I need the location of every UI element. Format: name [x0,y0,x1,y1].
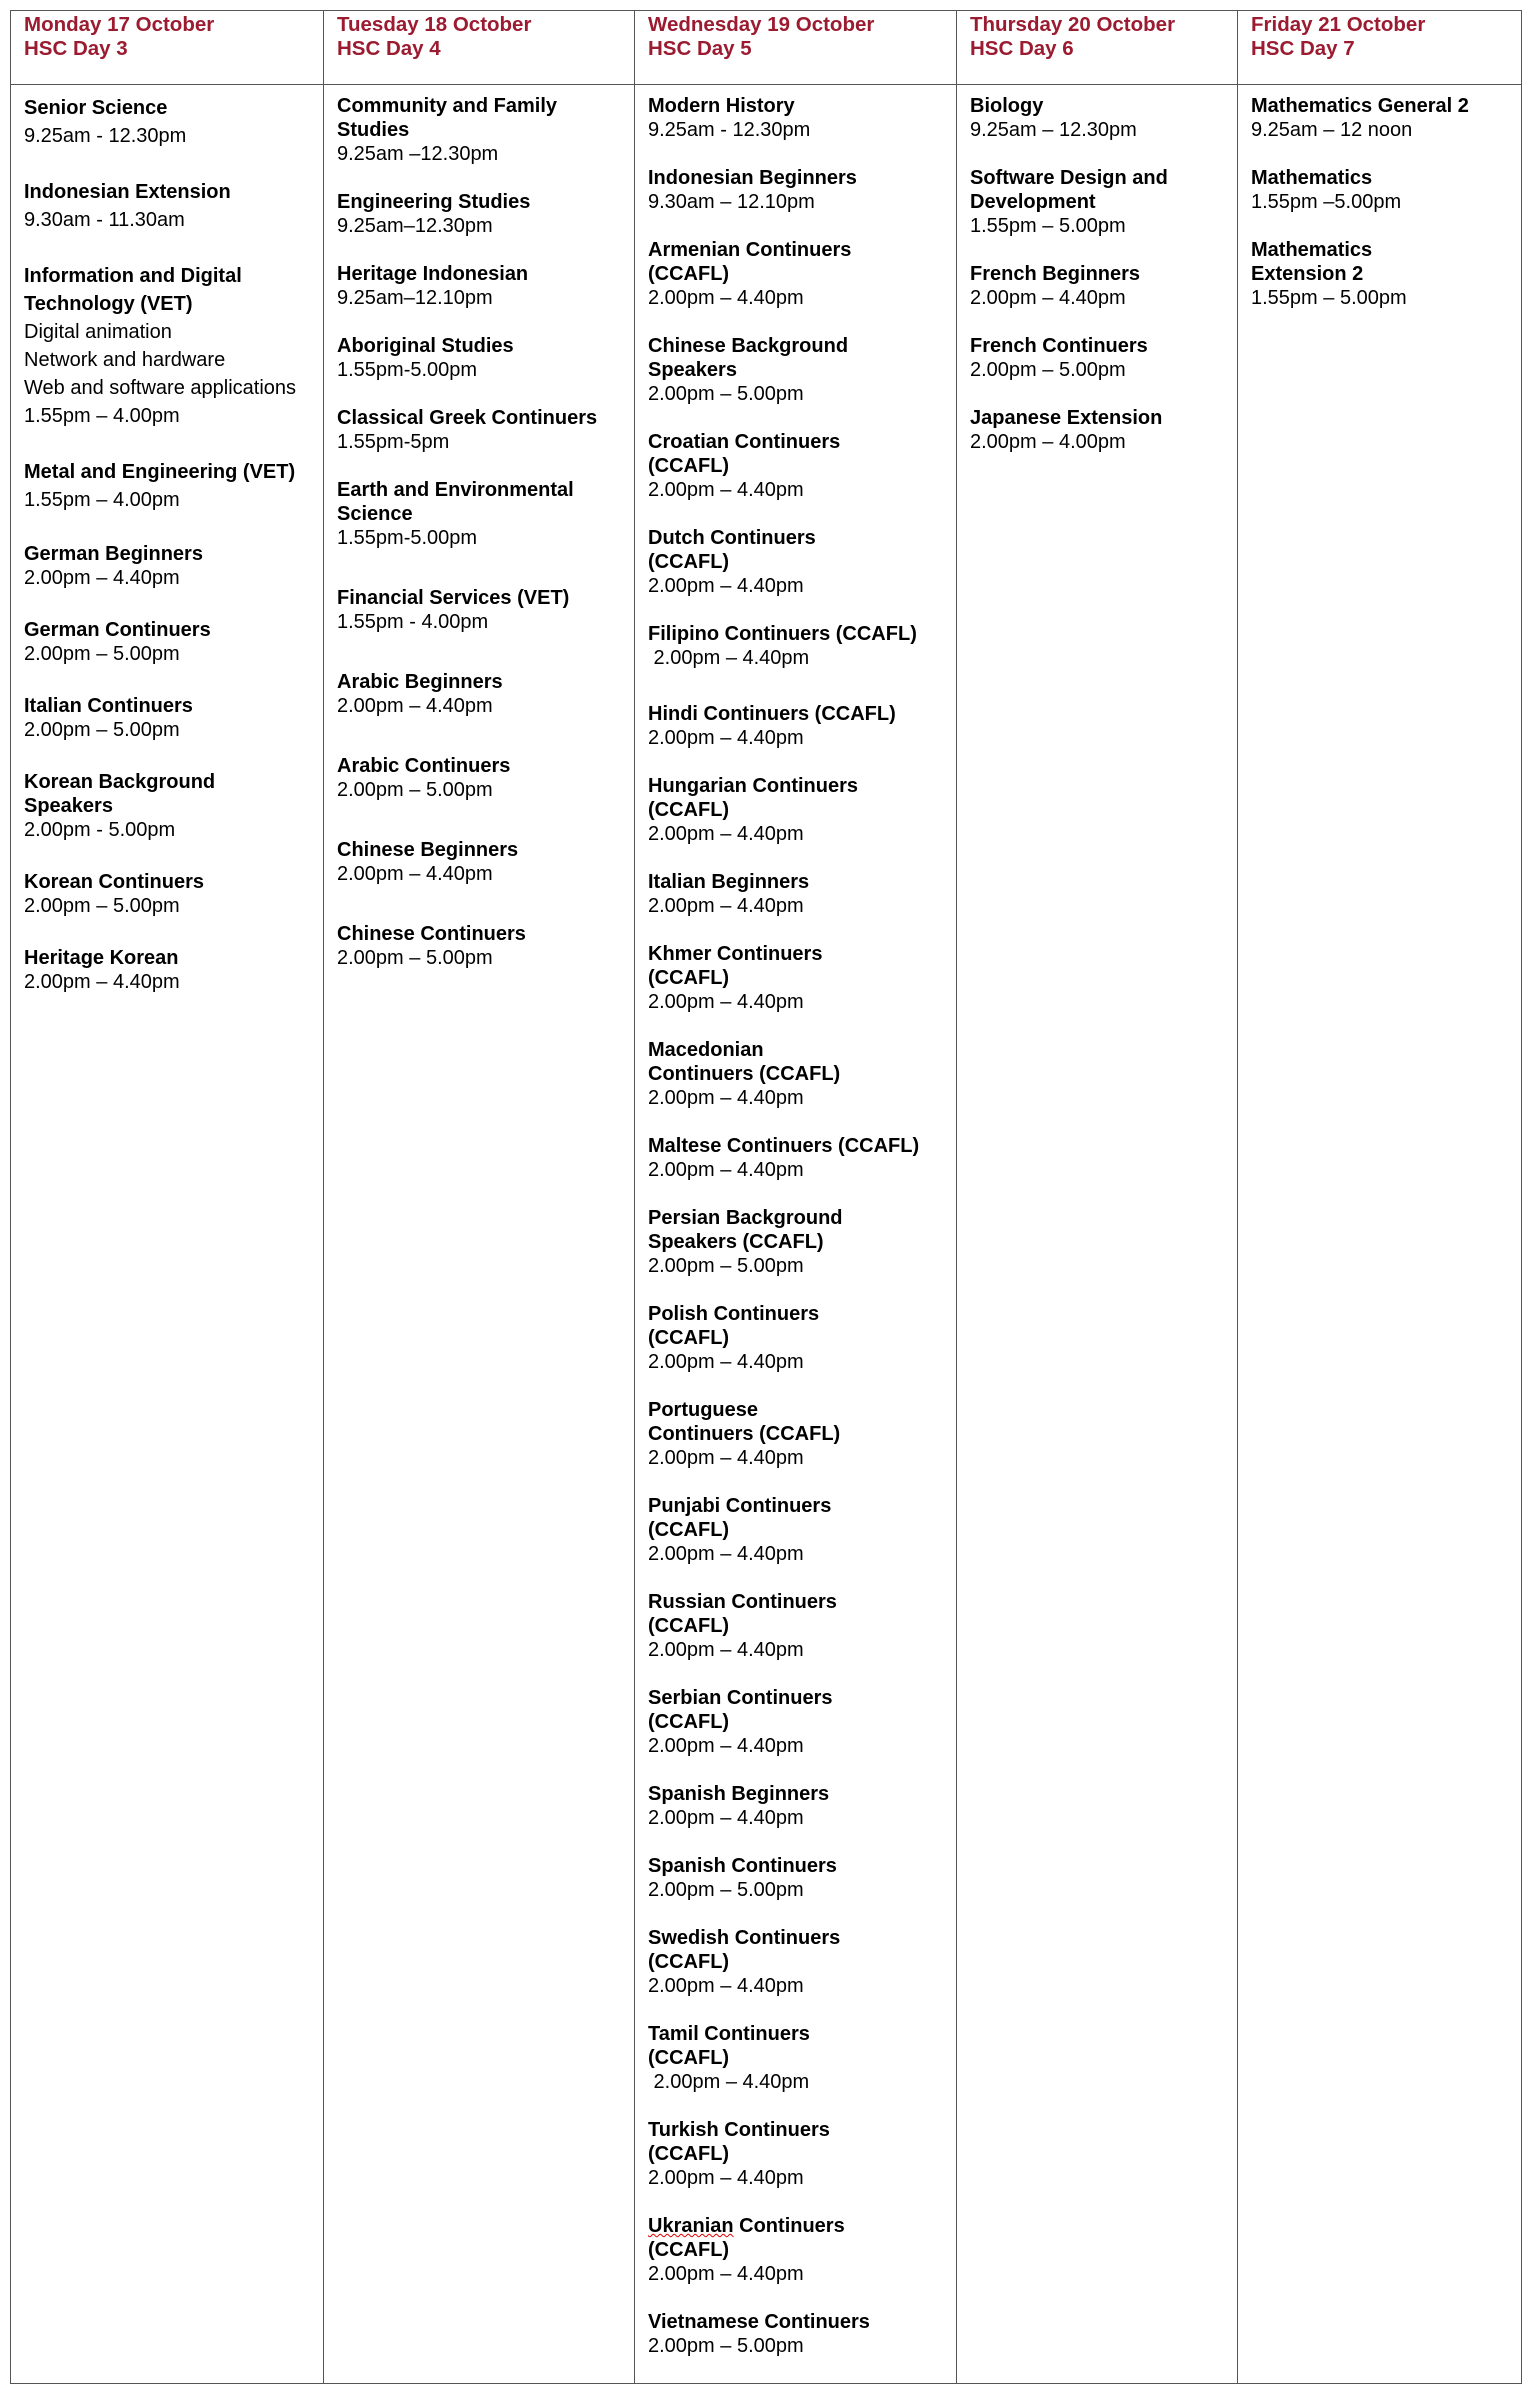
subject-name: Filipino Continuers (CCAFL) [648,623,917,645]
exam-time: 2.00pm – 5.00pm [24,719,180,741]
exam-time: 2.00pm – 4.40pm [648,647,810,669]
exam-entry [648,334,950,406]
exam-time: 2.00pm – 4.40pm [648,287,804,309]
subject-name: Hindi Continuers (CCAFL) [648,703,896,725]
exam-time: 9.25am–12.30pm [337,215,493,237]
subject-name: Indonesian Extension [24,181,231,203]
subject-name: Korean Background Speakers [24,771,216,817]
exam-entry [648,2022,950,2094]
subject-name: Chinese Beginners [337,839,519,861]
exam-time: 2.00pm – 4.40pm [648,1351,804,1373]
exam-entry [337,922,628,970]
subject-name: Portuguese Continuers (CCAFL) [648,1399,841,1445]
subject-name: Ukranian Continuers (CCAFL) [648,2215,845,2261]
column-day: HSC Day 7 [1251,37,1355,60]
column-monday [11,11,323,2383]
subject-name: Chinese Continuers [337,923,526,945]
exam-entry [24,870,317,918]
exam-time: 2.00pm – 4.40pm [648,727,804,749]
subject-name: Software Design and Development [970,167,1168,213]
exam-entry [24,618,317,666]
exam-time: 2.00pm – 4.40pm [24,567,180,589]
exam-time: 2.00pm – 5.00pm [970,359,1126,381]
subject-name: Financial Services (VET) [337,587,570,609]
exam-entry [337,586,628,634]
subject-name: Swedish Continuers (CCAFL) [648,1927,841,1973]
exam-time: 1.55pm-5.00pm [337,359,478,381]
exam-entry [648,1494,950,1566]
exam-entry [648,166,950,214]
subject-name: Heritage Indonesian [337,263,529,285]
exam-entry [648,1038,950,1110]
exam-time: 2.00pm – 4.40pm [648,991,804,1013]
exam-time: 1.55pm – 5.00pm [1251,287,1407,309]
subject-name: Turkish Continuers (CCAFL) [648,2119,830,2165]
exam-entry [648,2214,950,2286]
exam-entry [648,1590,950,1662]
subject-name: Mathematics [1251,167,1373,189]
subject-name: Dutch Continuers (CCAFL) [648,527,816,573]
exam-time: 2.00pm – 5.00pm [648,1255,804,1277]
exam-time: 1.55pm - 4.00pm [337,611,489,633]
exam-time: 2.00pm – 4.40pm [648,2071,810,2093]
exam-time: 2.00pm – 4.40pm [648,1447,804,1469]
subject-option: Web and software applications [24,377,297,399]
column-header [648,11,950,86]
subject-name: Modern History [648,95,795,117]
column-date: Monday 17 October [24,13,215,36]
exam-entry [648,430,950,502]
exam-time: 2.00pm – 4.40pm [648,1639,804,1661]
exam-entry [648,1854,950,1902]
subject-name: Heritage Korean [24,947,179,969]
exam-time: 1.55pm – 5.00pm [970,215,1126,237]
exam-entry [337,406,628,454]
exam-entry [24,178,317,234]
exam-time: 2.00pm – 5.00pm [337,947,493,969]
exam-time: 2.00pm - 5.00pm [24,819,176,841]
exam-entry [648,1134,950,1182]
column-wednesday [635,11,956,2383]
subject-name: Metal and Engineering (VET) [24,461,296,483]
subject-name: Spanish Beginners [648,1783,830,1805]
subject-name: Korean Continuers [24,871,205,893]
exam-time: 2.00pm – 4.40pm [648,2167,804,2189]
subject-name: Senior Science [24,97,168,119]
exam-time: 2.00pm – 4.40pm [648,1543,804,1565]
exam-entry [648,774,950,846]
exam-entry [648,238,950,310]
exam-entry [337,754,628,802]
column-date: Friday 21 October [1251,13,1426,36]
subject-name: Information and Digital Technology (VET) [24,265,242,315]
subject-name: Italian Continuers [24,695,193,717]
exam-time: 2.00pm – 4.40pm [648,479,804,501]
exam-entry [337,190,628,238]
exam-entry [970,262,1231,310]
exam-entry [648,1302,950,1374]
column-date: Thursday 20 October [970,13,1176,36]
exam-time: 2.00pm – 5.00pm [24,895,180,917]
subject-name: Tamil Continuers (CCAFL) [648,2023,810,2069]
subject-name: Classical Greek Continuers [337,407,598,429]
exam-entry [337,670,628,718]
column-friday [1238,11,1521,2383]
subject-name: Mathematics General 2 [1251,95,1469,117]
exam-time: 2.00pm – 4.40pm [648,823,804,845]
subject-name: French Continuers [970,335,1148,357]
exam-entry [648,622,950,670]
exam-entry [648,942,950,1014]
subject-name: Biology [970,95,1044,117]
exam-time: 2.00pm – 4.40pm [970,287,1126,309]
exam-time: 2.00pm – 4.40pm [648,1159,804,1181]
exam-entry [337,478,628,550]
subject-name: Italian Beginners [648,871,810,893]
subject-name: Armenian Continuers (CCAFL) [648,239,852,285]
exam-time: 9.25am – 12.30pm [970,119,1137,141]
exam-entry [648,526,950,598]
exam-entry [970,94,1231,142]
subject-name: Khmer Continuers (CCAFL) [648,943,823,989]
exam-entry [337,838,628,886]
exam-time: 2.00pm – 4.40pm [648,1087,804,1109]
subject-name: Indonesian Beginners [648,167,857,189]
exam-time: 2.00pm – 5.00pm [24,643,180,665]
subject-name: Chinese Background Speakers [648,335,849,381]
exam-time: 9.25am - 12.30pm [24,125,187,147]
exam-time: 2.00pm – 4.40pm [648,575,804,597]
exam-entry [24,694,317,742]
subject-name: Japanese Extension [970,407,1163,429]
subject-name: Arabic Beginners [337,671,503,693]
exam-entry [648,94,950,142]
exam-time: 2.00pm – 4.40pm [648,2263,804,2285]
exam-time: 1.55pm-5.00pm [337,527,478,549]
exam-time: 2.00pm – 5.00pm [648,383,804,405]
exam-time: 2.00pm – 5.00pm [648,2335,804,2357]
column-thursday [957,11,1237,2383]
subject-name: Earth and Environmental Science [337,479,574,525]
subject-name: German Beginners [24,543,203,565]
exam-time: 2.00pm – 5.00pm [337,779,493,801]
exam-time: 2.00pm – 5.00pm [648,1879,804,1901]
subject-name: Hungarian Continuers (CCAFL) [648,775,859,821]
subject-name: Polish Continuers (CCAFL) [648,1303,820,1349]
exam-entry [648,870,950,918]
exam-entry [648,1782,950,1830]
column-header [24,11,317,86]
column-date: Tuesday 18 October [337,13,532,36]
subject-option: Network and hardware [24,349,226,371]
subject-name: Vietnamese Continuers [648,2311,870,2333]
subject-name: Aboriginal Studies [337,335,514,357]
subject-name: Macedonian Continuers (CCAFL) [648,1039,841,1085]
exam-entry [24,542,317,590]
exam-time: 1.55pm – 4.00pm [24,405,180,427]
exam-time: 2.00pm – 4.00pm [970,431,1126,453]
exam-entry [24,770,317,842]
column-date: Wednesday 19 October [648,13,875,36]
exam-time: 9.25am –12.30pm [337,143,499,165]
exam-entry [648,1206,950,1278]
column-day: HSC Day 5 [648,37,752,60]
subject-name: Croatian Continuers (CCAFL) [648,431,841,477]
subject-name: Serbian Continuers (CCAFL) [648,1687,833,1733]
exam-time: 9.25am - 12.30pm [648,119,811,141]
exam-time: 2.00pm – 4.40pm [337,695,493,717]
subject-name: Mathematics Extension 2 [1251,239,1373,285]
exam-entry [1251,238,1515,310]
exam-entry [337,94,628,166]
subject-name: French Beginners [970,263,1141,285]
column-tuesday [324,11,634,2383]
column-header [970,11,1231,86]
exam-time: 1.55pm –5.00pm [1251,191,1402,213]
exam-time: 2.00pm – 4.40pm [648,1975,804,1997]
exam-time: 2.00pm – 4.40pm [648,1735,804,1757]
exam-time: 2.00pm – 4.40pm [337,863,493,885]
subject-name: Spanish Continuers [648,1855,837,1877]
exam-time: 9.25am – 12 noon [1251,119,1413,141]
exam-time: 9.30am - 11.30am [24,209,185,231]
exam-entry [648,2310,950,2358]
subject-name: Maltese Continuers (CCAFL) [648,1135,920,1157]
exam-entry [970,166,1231,238]
exam-entry [970,334,1231,382]
subject-name: Arabic Continuers [337,755,511,777]
subject-option: Digital animation [24,321,172,343]
exam-entry [970,406,1231,454]
subject-name: Persian Background Speakers (CCAFL) [648,1207,843,1253]
exam-time: 1.55pm-5pm [337,431,450,453]
exam-entry [24,946,317,994]
column-day: HSC Day 6 [970,37,1074,60]
exam-entry [648,1926,950,1998]
subject-name: German Continuers [24,619,211,641]
column-header [337,11,628,86]
subject-name: Punjabi Continuers (CCAFL) [648,1495,832,1541]
exam-entry [648,2118,950,2190]
exam-time: 2.00pm – 4.40pm [648,895,804,917]
exam-time: 2.00pm – 4.40pm [24,971,180,993]
exam-entry [337,262,628,310]
column-header [1251,11,1515,86]
exam-time: 1.55pm – 4.00pm [24,489,180,511]
column-day: HSC Day 3 [24,37,128,60]
column-day: HSC Day 4 [337,37,441,60]
exam-entry [648,1398,950,1470]
subject-name: Community and Family Studies [337,95,558,141]
exam-time: 9.30am – 12.10pm [648,191,815,213]
exam-entry [648,702,950,750]
exam-entry [1251,94,1515,142]
exam-entry [24,458,317,514]
subject-name: Engineering Studies [337,191,531,213]
exam-time: 9.25am–12.10pm [337,287,493,309]
exam-entry [337,334,628,382]
subject-name: Russian Continuers (CCAFL) [648,1591,837,1637]
exam-entry [24,262,317,430]
exam-entry [648,1686,950,1758]
exam-entry [1251,166,1515,214]
exam-time: 2.00pm – 4.40pm [648,1807,804,1829]
exam-entry [24,94,317,150]
exam-timetable [10,10,1522,2384]
